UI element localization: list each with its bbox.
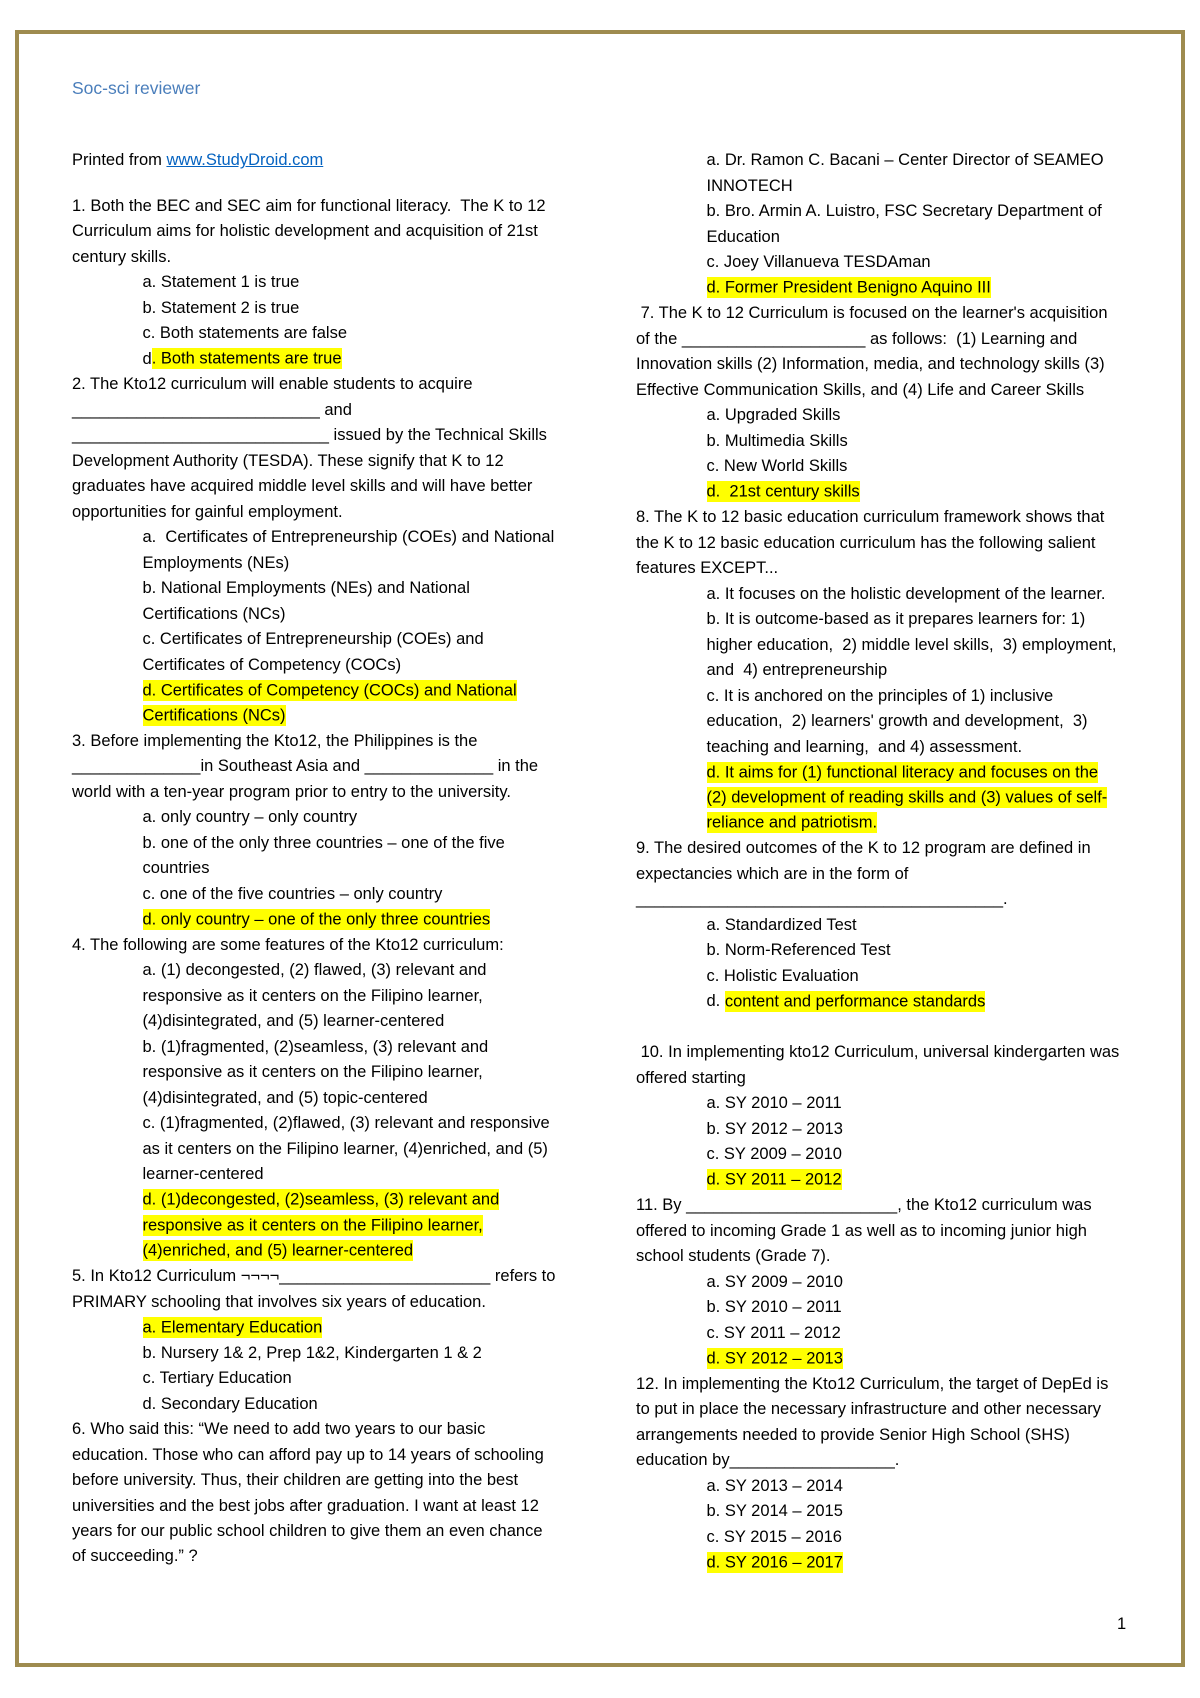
option-line [636,1525,1176,1550]
highlighted-answer: d. SY 2011 – 2012 [706,1170,842,1189]
highlighted-answer: d. only country – one of the only three countries [142,910,491,929]
highlighted-answer: d. It aims for (1) functional literacy and focuses on the [706,763,1099,782]
option-line [636,1142,1176,1167]
question-text: century skills. [72,247,172,266]
option-text: a. SY 2010 – 2011 [706,1094,842,1113]
question-text: opportunities for gainful employment. [72,502,343,521]
option-line [72,703,592,728]
option-text: teaching and learning, and 4) assessment. [706,737,1023,756]
option-line [72,882,592,907]
option-text: c. Tertiary Education [142,1369,292,1388]
question-text: Effective Communication Skills, and (4) Life and Career Skills [636,380,1085,399]
option-line [636,709,1176,734]
question-line [72,372,592,397]
option-text: c. SY 2009 – 2010 [706,1145,842,1164]
option-text: responsive as it centers on the Filipino learner, [142,1063,483,1082]
question-text: Curriculum aims for holistic development and acquisition of 21st [72,222,538,241]
option-line [72,1315,592,1340]
option-line [72,296,592,321]
question-text: 7. The K to 12 Curriculum is focused on the learner's acquisition [636,304,1108,323]
question-text: before university. Thus, their children are getting into the best [72,1471,519,1490]
option-line [636,1499,1176,1524]
option-text: c. Joey Villanueva TESDAman [706,253,931,272]
option-line [72,270,592,295]
option-line [636,913,1176,938]
option-line [72,958,592,983]
highlighted-answer: d. Former President Benigno Aquino III [706,278,991,297]
option-line [72,1137,592,1162]
option-line [72,525,592,550]
option-line [72,831,592,856]
option-text: Education [706,227,780,246]
question-line [636,505,1176,530]
option-text: a. Upgraded Skills [706,406,841,425]
question-text: ____________________________ issued by the Technical Skills [72,426,547,445]
option-text: (4)disintegrated, and (5) topic-centered [142,1088,428,1107]
question-text: 5. In Kto12 Curriculum ¬¬¬¬_______________________ refers to [72,1267,556,1286]
question-text: of succeeding.” ? [72,1547,198,1566]
option-line [72,1188,592,1213]
question-line [72,423,592,448]
question-line [72,1519,592,1544]
option-line [72,576,592,601]
question-text: 2. The Kto12 curriculum will enable students to acquire [72,375,473,394]
option-line [72,1060,592,1085]
studydroid-link[interactable]: www.StudyDroid.com [166,151,324,170]
document-title: Soc-sci reviewer [72,78,201,98]
question-text: Development Authority (TESDA). These signify that K to 12 [72,451,504,470]
highlighted-answer: (2) development of reading skills and (3) values of self- [706,788,1108,807]
option-line [636,582,1176,607]
option-text: (4)disintegrated, and (5) learner-centered [142,1012,445,1031]
highlighted-answer: reliance and patriotism. [706,813,878,832]
question-line [72,933,592,958]
question-line [72,474,592,499]
option-line [636,1295,1176,1320]
option-text: b. National Employments (NEs) and National [142,579,470,598]
option-text: b. Norm-Referenced Test [706,941,891,960]
question-line [636,836,1176,861]
option-text: INNOTECH [706,176,793,195]
highlighted-answer: responsive as it centers on the Filipino learner, [142,1216,483,1235]
option-line [72,678,592,703]
option-text: a. SY 2013 – 2014 [706,1476,843,1495]
option-line [636,429,1176,454]
question-text: 1. Both the BEC and SEC aim for functional literacy. The K to 12 [72,196,546,215]
question-text: 10. In implementing kto12 Curriculum, universal kindergarten was [636,1043,1120,1062]
option-line [636,174,1176,199]
option-text: c. SY 2011 – 2012 [706,1323,841,1342]
option-text: a. (1) decongested, (2) flawed, (3) relevant and [142,961,487,980]
question-line [636,1448,1176,1473]
option-text: a. It focuses on the holistic development of the learner. [706,584,1106,603]
question-line [72,1417,592,1442]
option-line [72,321,592,346]
option-text: d [142,349,152,368]
option-text: b. SY 2012 – 2013 [706,1119,843,1138]
option-text: b. (1)fragmented, (2)seamless, (3) relevant and [142,1037,489,1056]
question-text: 4. The following are some features of the Kto12 curriculum: [72,935,504,954]
question-line [72,1468,592,1493]
question-line [72,219,592,244]
question-line [72,754,592,779]
option-line [636,276,1176,301]
option-line [636,1117,1176,1142]
option-line [636,199,1176,224]
option-text: Employments (NEs) [142,553,290,572]
question-line [636,1244,1176,1269]
option-line [636,684,1176,709]
option-line [636,938,1176,963]
option-text: Certificates of Competency (COCs) [142,655,402,674]
question-text: to put in place the necessary infrastructure and other necessary [636,1400,1102,1419]
printed-from-line [72,148,323,173]
question-line [72,245,592,270]
option-line [636,454,1176,479]
printed-from-label: Printed from [72,151,167,170]
option-text: d. [706,992,725,1011]
question-text: education by__________________. [636,1451,900,1470]
option-text: c. SY 2015 – 2016 [706,1527,842,1546]
question-text: of the ____________________ as follows: (1) Learning and [636,329,1078,348]
option-line [636,658,1176,683]
option-text: d. Secondary Education [142,1394,318,1413]
question-text: ___________________________ and [72,400,352,419]
option-text: a. Certificates of Entrepreneurship (COEs) and National [142,528,555,547]
question-text: offered to incoming Grade 1 as well as to incoming junior high [636,1221,1087,1240]
option-line [72,984,592,1009]
question-text: features EXCEPT... [636,559,779,578]
question-text: school students (Grade 7). [636,1247,831,1266]
question-text: ______________in Southeast Asia and ______________ in the [72,757,539,776]
question-text: expectancies which are in the form of [636,864,909,883]
option-text: b. Bro. Armin A. Luistro, FSC Secretary Department of [706,202,1102,221]
option-text: learner-centered [142,1165,264,1184]
option-text: c. (1)fragmented, (2)flawed, (3) relevant and responsive [142,1114,550,1133]
question-line [72,449,592,474]
option-line [72,1366,592,1391]
option-text: c. one of the five countries – only country [142,884,443,903]
option-text: and 4) entrepreneurship [706,661,888,680]
question-line [636,1040,1176,1065]
highlighted-answer: content and performance standards [724,992,986,1011]
question-text: education. Those who can afford pay up to 14 years of schooling [72,1445,544,1464]
highlighted-answer: d. SY 2016 – 2017 [706,1553,843,1572]
question-text: the K to 12 basic education curriculum has the following salient [636,533,1096,552]
question-line [72,398,592,423]
highlighted-answer: d. 21st century skills [706,482,860,501]
question-text: years for our public school children to give them an even chance [72,1521,543,1540]
option-line [72,907,592,932]
option-line [72,1162,592,1187]
blank-line [636,1015,1176,1040]
question-line [636,1372,1176,1397]
option-text: c. New World Skills [706,457,848,476]
option-text: b. It is outcome-based as it prepares learners for: 1) [706,610,1086,629]
option-line [72,551,592,576]
option-line [636,735,1176,760]
option-line [636,1168,1176,1193]
option-line [72,1239,592,1264]
option-line [636,989,1176,1014]
question-line [636,1397,1176,1422]
option-line [636,811,1176,836]
option-text: responsive as it centers on the Filipino learner, [142,986,483,1005]
left-column [72,194,592,1570]
highlighted-answer: a. Elementary Education [142,1318,323,1337]
option-text: education, 2) learners' growth and development, 3) [706,712,1088,731]
question-text: 11. By _______________________, the Kto12 curriculum was [636,1196,1092,1215]
question-line [636,327,1176,352]
page-number: 1 [1117,1615,1127,1633]
option-line [636,1091,1176,1116]
option-text: higher education, 2) middle level skills, 3) employment, [706,635,1117,654]
option-line [636,480,1176,505]
option-text: b. Multimedia Skills [706,431,848,450]
option-text: c. Both statements are false [142,324,348,343]
question-line [636,1066,1176,1091]
option-line [636,403,1176,428]
option-line [72,1341,592,1366]
question-text: 9. The desired outcomes of the K to 12 program are defined in [636,839,1091,858]
question-line [72,729,592,754]
option-line [636,607,1176,632]
option-line [636,633,1176,658]
option-line [636,225,1176,250]
option-text: a. Standardized Test [706,915,857,934]
option-text: a. Statement 1 is true [142,273,300,292]
question-line [72,194,592,219]
question-text: world with a ten-year program prior to entry to the university. [72,782,511,801]
question-line [636,378,1176,403]
option-line [72,627,592,652]
question-line [636,887,1176,912]
question-text: arrangements needed to provide Senior High School (SHS) [636,1425,1070,1444]
option-text: b. one of the only three countries – one of the five [142,833,505,852]
option-line [72,1035,592,1060]
question-line [72,1290,592,1315]
option-text: a. only country – only country [142,808,358,827]
question-text: 3. Before implementing the Kto12, the Philippines is the [72,731,478,750]
question-line [636,1193,1176,1218]
option-line [636,964,1176,989]
right-column [636,148,1176,1575]
option-line [636,760,1176,785]
question-text: PRIMARY schooling that involves six years of education. [72,1292,486,1311]
option-text: b. SY 2014 – 2015 [706,1502,843,1521]
highlighted-answer: d. (1)decongested, (2)seamless, (3) relevant and [142,1190,500,1209]
option-line [636,1321,1176,1346]
option-line [636,1474,1176,1499]
option-text: countries [142,859,210,878]
option-line [636,250,1176,275]
question-line [72,1443,592,1468]
question-line [636,352,1176,377]
option-line [72,1392,592,1417]
question-text: 8. The K to 12 basic education curriculum framework shows that [636,508,1105,527]
option-line [636,148,1176,173]
question-line [636,556,1176,581]
question-text: 6. Who said this: “We need to add two years to our basic [72,1420,486,1439]
question-line [636,862,1176,887]
highlighted-answer: Certifications (NCs) [142,706,286,725]
question-text: universities and the best jobs after graduation. I want at least 12 [72,1496,539,1515]
option-text: a. SY 2009 – 2010 [706,1272,843,1291]
question-text: offered starting [636,1068,746,1087]
question-line [636,531,1176,556]
option-line [72,1111,592,1136]
option-line [72,1086,592,1111]
question-line [636,1423,1176,1448]
highlighted-answer: (4)enriched, and (5) learner-centered [142,1241,414,1260]
option-line [636,786,1176,811]
question-text: ________________________________________. [636,890,1008,909]
highlighted-answer: . Both statements are true [151,349,342,368]
question-text: Innovation skills (2) Information, media, and technology skills (3) [636,355,1105,374]
question-line [72,1494,592,1519]
option-text: b. Statement 2 is true [142,298,300,317]
question-line [72,780,592,805]
question-line [72,1264,592,1289]
question-line [636,301,1176,326]
highlighted-answer: d. Certificates of Competency (COCs) and National [142,681,517,699]
option-text: b. SY 2010 – 2011 [706,1298,842,1317]
option-line [636,1346,1176,1371]
question-line [72,500,592,525]
option-line [72,653,592,678]
question-line [636,1219,1176,1244]
question-text: 12. In implementing the Kto12 Curriculum, the target of DepEd is [636,1374,1109,1393]
option-text: c. Holistic Evaluation [706,966,859,985]
option-text: b. Nursery 1& 2, Prep 1&2, Kindergarten 1 & 2 [142,1343,482,1362]
option-line [636,1270,1176,1295]
question-text: graduates have acquired middle level skills and will have better [72,477,533,496]
option-text: Certifications (NCs) [142,604,286,623]
highlighted-answer: d. SY 2012 – 2013 [706,1349,843,1368]
option-text: as it centers on the Filipino learner, (4)enriched, and (5) [142,1139,548,1158]
option-line [72,1009,592,1034]
question-line [72,1544,592,1569]
option-text: c. Certificates of Entrepreneurship (COEs) and [142,630,484,649]
option-line [72,805,592,830]
option-line [72,347,592,372]
option-line [72,602,592,627]
option-line [636,1550,1176,1575]
option-text: a. Dr. Ramon C. Bacani – Center Director of SEAMEO [706,151,1104,170]
option-text: c. It is anchored on the principles of 1) inclusive [706,686,1054,705]
option-line [72,1213,592,1238]
option-line [72,856,592,881]
